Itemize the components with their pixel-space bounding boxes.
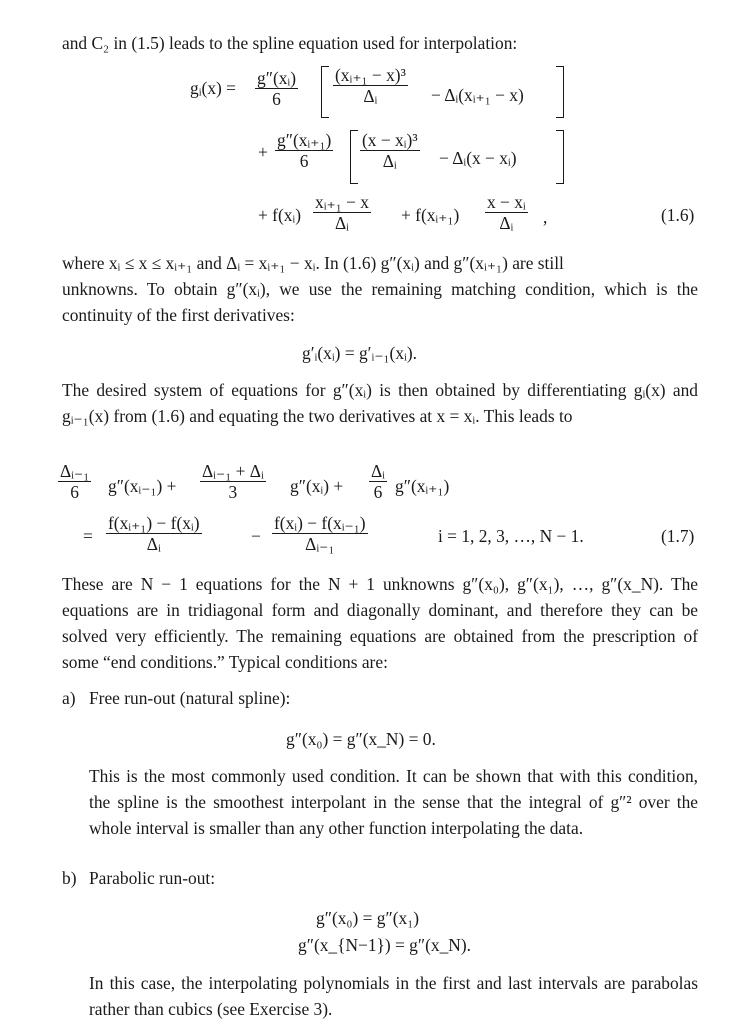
eq16-comma: ,	[543, 207, 548, 227]
eq17-term-b: g″(xᵢ) +	[290, 476, 344, 496]
eq16-frac-2: $\frac{\text{(x − xᵢ)³}}{\text{Δᵢ}}$	[362, 130, 418, 172]
para1-text: unknowns. To obtain g″(xᵢ), we use the remaining matching condition, which is the continuity of the first derivatives:	[62, 279, 698, 325]
eq17-minus: −	[251, 526, 261, 546]
item-b-text: In this case, the interpolating polynomials in the first and last intervals are parabolas rather than cubics (see Exercise 3).	[89, 973, 698, 1019]
eq17-equals: =	[83, 526, 93, 546]
eq16-term-fx1: + f(xᵢ₊₁)	[401, 205, 460, 225]
para1-line1: where xᵢ ≤ x ≤ xᵢ₊₁ and Δᵢ = xᵢ₊₁ − xᵢ. In (1.6) g″(xᵢ) and g″(xᵢ₊₁) are still	[62, 253, 564, 273]
eq17-frac-b: $\frac{\text{Δᵢ₋₁ + Δᵢ}}{3}$	[202, 461, 264, 503]
bracket-left	[350, 130, 358, 184]
eq16-frac-1: $\frac{\text{(xᵢ₊₁ − x)³}}{\text{Δᵢ}}$	[335, 65, 406, 107]
continuity-equation: g′ᵢ(xᵢ) = g′ᵢ₋₁(xᵢ).	[302, 343, 418, 363]
eq16-coef-2: $\frac{\text{g″(xᵢ₊₁)}}{6}$	[277, 130, 332, 172]
item-a-title: Free run-out (natural spline):	[89, 688, 291, 708]
bracket-right	[556, 130, 564, 184]
eq16-tail-2: − Δᵢ(x − xᵢ)	[439, 148, 517, 168]
eq16-coef-1: $\frac{\text{g″(xᵢ)}}{6}$	[257, 68, 297, 110]
para2-text: The desired system of equations for g″(xᵢ) is then obtained by differentiating gᵢ(x) and gᵢ₋₁(x) from (1.6) and equating the two derivatives at x = xᵢ. This leads to	[62, 380, 698, 426]
item-b-equation-1: g″(x₀) = g″(x₁)	[316, 908, 420, 928]
intro-text: and C₂ in (1.5) leads to the spline equation used for interpolation:	[62, 33, 518, 53]
eq16-frac-4: $\frac{\text{x − xᵢ}}{\text{Δᵢ}}$	[487, 192, 526, 234]
eq17-frac-a: $\frac{\text{Δᵢ₋₁}}{6}$	[60, 461, 90, 503]
eq16-plus: +	[258, 142, 268, 162]
eq16-term-fx: + f(xᵢ)	[258, 205, 302, 225]
item-a-equation: g″(x₀) = g″(x_N) = 0.	[286, 729, 436, 749]
eq16-tail-1: − Δᵢ(xᵢ₊₁ − x)	[431, 85, 524, 105]
item-a-label: a)	[62, 688, 76, 708]
eq17-frac-r1: $\frac{\text{f(xᵢ₊₁) − f(xᵢ)}}{\text{Δᵢ}}$	[108, 513, 200, 555]
item-b-label: b)	[62, 868, 77, 888]
eq17-frac-r2: $\frac{\text{f(xᵢ) − f(xᵢ₋₁)}}{\text{Δᵢ₋₁}}$	[274, 513, 366, 555]
eq16-lhs: gᵢ(x) =	[190, 78, 236, 98]
item-b-title: Parabolic run-out:	[89, 868, 216, 888]
eq16-frac-3: $\frac{\text{xᵢ₊₁ − x}}{\text{Δᵢ}}$	[315, 192, 369, 234]
eq17-label: (1.7)	[661, 526, 695, 546]
item-b-equation-2: g″(x_{N−1}) = g″(x_N).	[298, 935, 471, 955]
eq17-term-c: g″(xᵢ₊₁)	[395, 476, 450, 496]
eq17-range: i = 1, 2, 3, …, N − 1.	[438, 526, 584, 546]
bracket-right	[556, 66, 564, 118]
para3-text: These are N − 1 equations for the N + 1 unknowns g″(x₀), g″(x₁), …, g″(x_N). The equations are in tridiagonal form and diagonally dominant, and therefore they can be solved very efficiently. The remaining equations are obtained from the prescription of some “end conditions.” Typical conditions are:	[62, 574, 698, 672]
eq16-label: (1.6)	[661, 205, 695, 225]
bracket-left	[321, 66, 329, 118]
eq17-frac-c: $\frac{\text{Δᵢ}}{6}$	[371, 461, 386, 503]
item-a-text: This is the most commonly used condition. It can be shown that with this condition, the spline is the smoothest interpolant in the sense that the integral of g″² over the whole interval is smaller than any other function interpolating the data.	[89, 766, 698, 838]
eq17-term-a: g″(xᵢ₋₁) +	[108, 476, 177, 496]
